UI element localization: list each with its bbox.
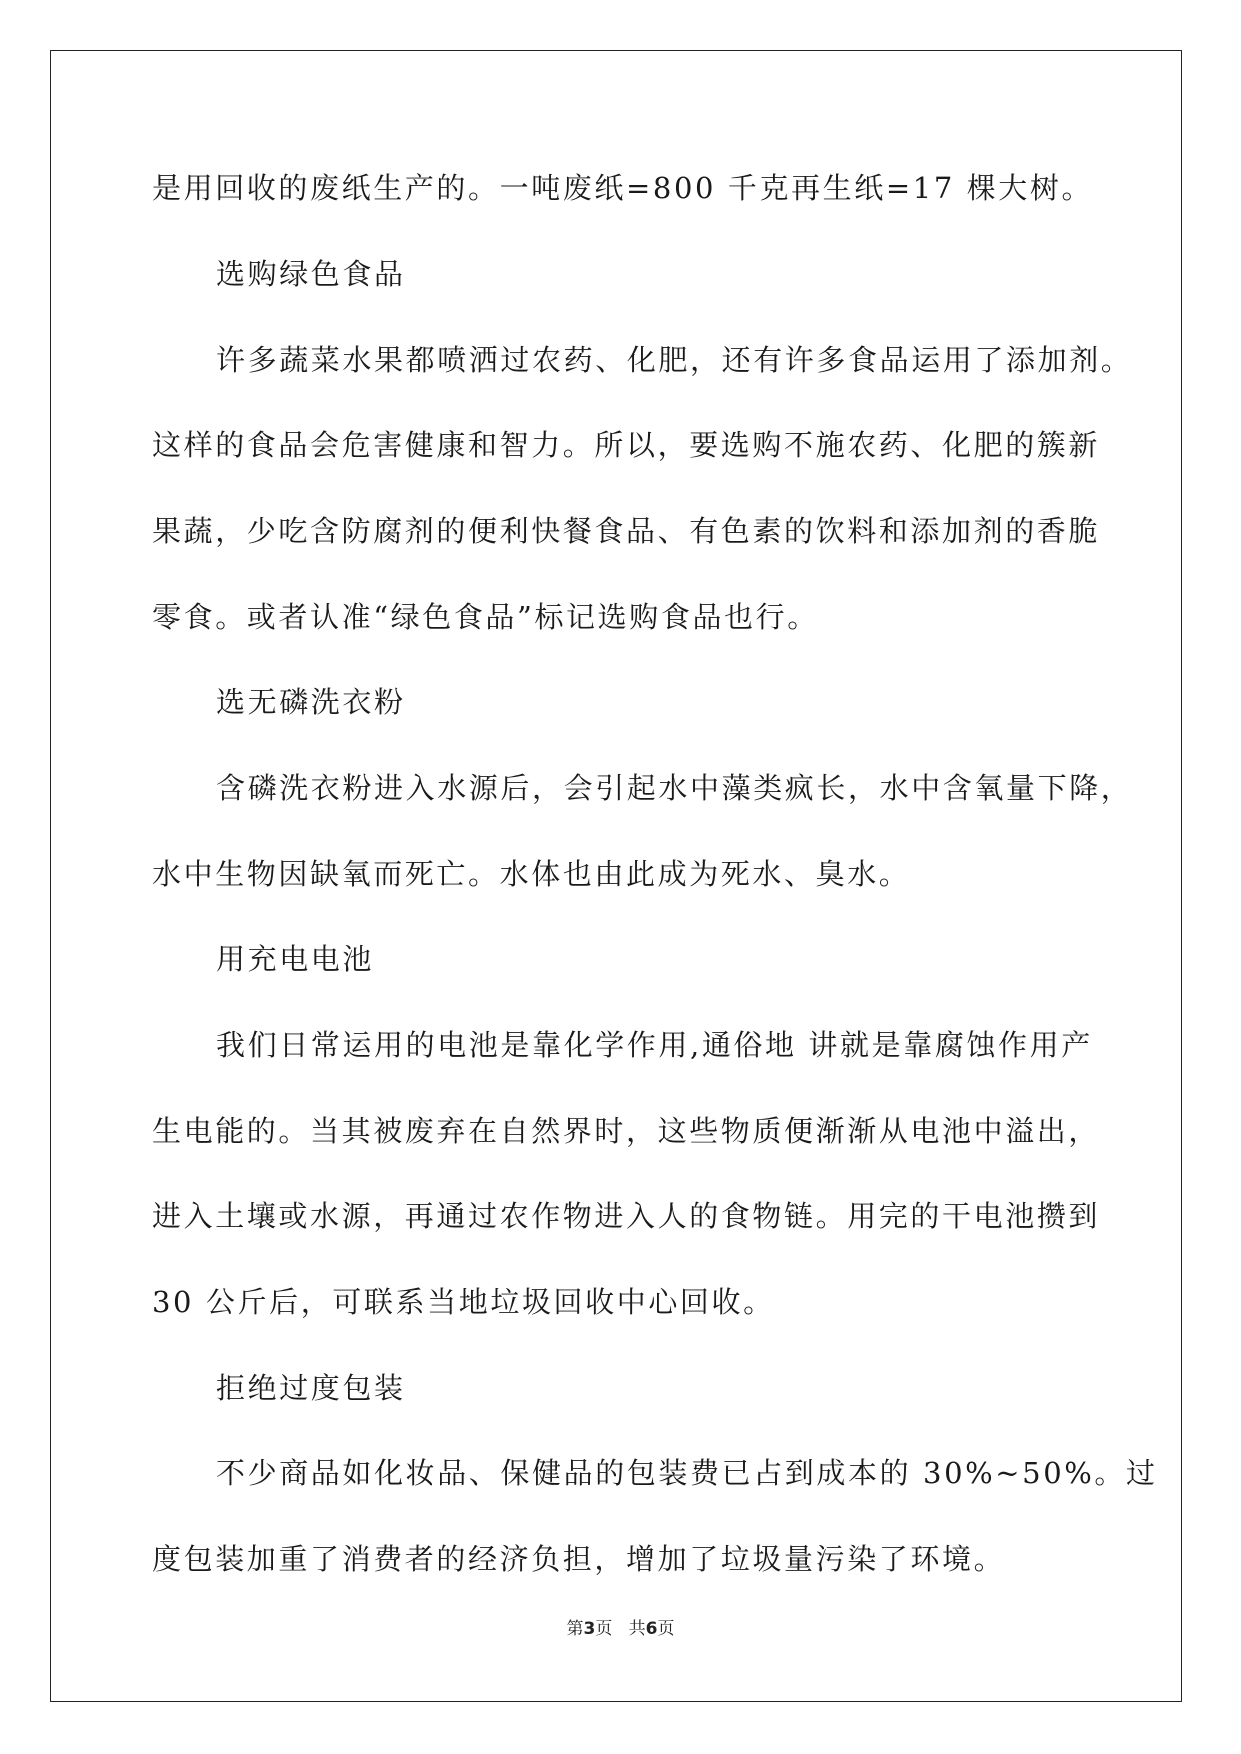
- paragraph-line: 度包装加重了消费者的经济负担，增加了垃圾量污染了环境。: [152, 1542, 1006, 1576]
- page-mid: 页 共: [595, 1619, 646, 1639]
- paragraph-line: 果蔬，少吃含防腐剂的便利快餐食品、有色素的饮料和添加剂的香脆: [152, 514, 1101, 548]
- section-heading: 选无磷洗衣粉: [216, 685, 406, 719]
- paragraph-line: 水中生物因缺氧而死亡。水体也由此成为死水、臭水。: [152, 857, 911, 891]
- total-page-number: 6: [645, 1619, 658, 1639]
- page-footer: [0, 1614, 1241, 1639]
- paragraph-line: 零食。或者认准“绿色食品”标记选购食品也行。: [152, 600, 819, 634]
- paragraph-line: 生电能的。当其被废弃在自然界时，这些物质便渐渐从电池中溢出，: [152, 1114, 1101, 1148]
- paragraph-line: 含磷洗衣粉进入水源后，会引起水中藻类疯长，水中含氧量下降，: [216, 771, 1133, 805]
- paragraph-line: 是用回收的废纸生产的。一吨废纸=800 千克再生纸=17 棵大树。: [152, 171, 1094, 205]
- paragraph-line: 30 公斤后，可联系当地垃圾回收中心回收。: [152, 1285, 775, 1319]
- section-heading: 拒绝过度包装: [216, 1371, 406, 1405]
- section-heading: 用充电电池: [216, 942, 375, 976]
- current-page-number: 3: [583, 1619, 596, 1639]
- paragraph-line: 我们日常运用的电池是靠化学作用,通俗地 讲就是靠腐蚀作用产: [216, 1028, 1093, 1062]
- paragraph-line: 不少商品如化妆品、保健品的包装费已占到成本的 30%~50%。过: [216, 1456, 1158, 1490]
- paragraph-line: 这样的食品会危害健康和智力。所以，要选购不施农药、化肥的簇新: [152, 428, 1101, 462]
- page-suffix: 页: [657, 1619, 675, 1639]
- section-heading: 选购绿色食品: [216, 257, 406, 291]
- page-prefix: 第: [566, 1619, 584, 1639]
- paragraph-line: 许多蔬菜水果都喷洒过农药、化肥，还有许多食品运用了添加剂。: [216, 343, 1133, 377]
- paragraph-line: 进入土壤或水源，再通过农作物进入人的食物链。用完的干电池攒到: [152, 1199, 1101, 1233]
